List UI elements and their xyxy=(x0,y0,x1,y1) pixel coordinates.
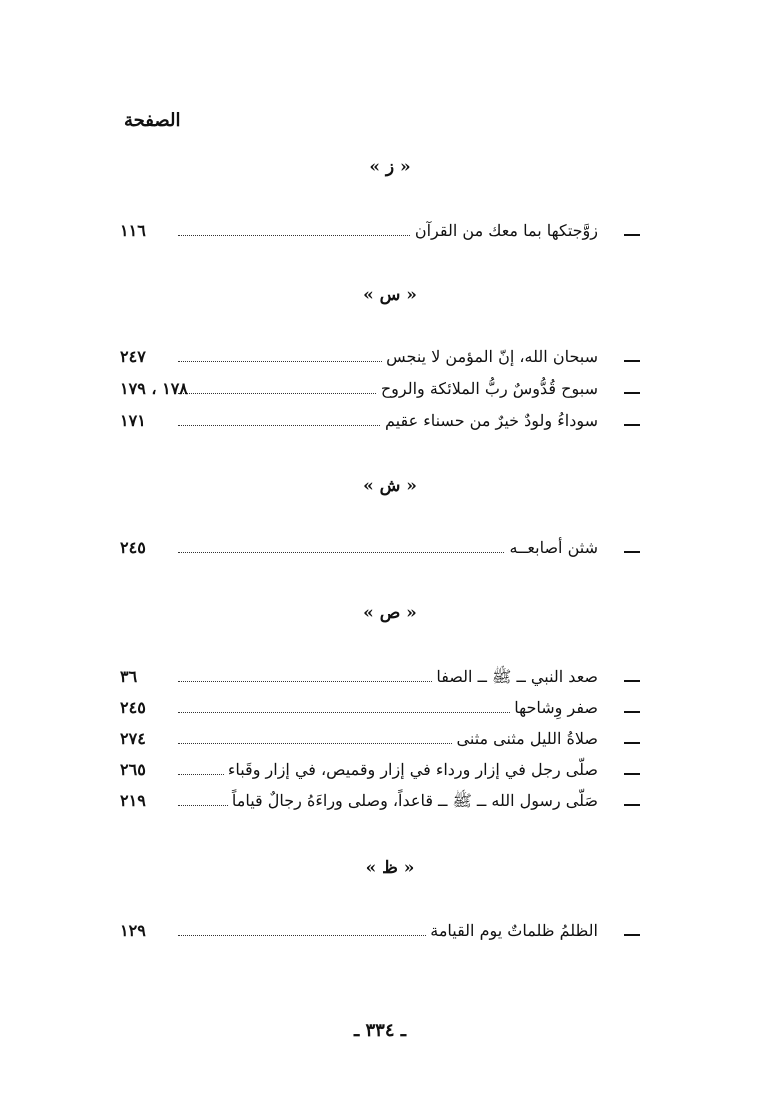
entry-text: سوداءُ ولودٌ خيرٌ من حسناء عقيم xyxy=(381,411,598,430)
index-entry xyxy=(120,538,640,564)
index-entry xyxy=(120,921,640,947)
entry-text: الظلمُ ظلماتٌ يوم القيامة xyxy=(426,921,598,940)
index-entry xyxy=(120,760,640,786)
entry-dash xyxy=(624,551,640,553)
entry-page-number: ١٧١ xyxy=(120,411,146,430)
page-column-label: الصفحة xyxy=(124,110,181,131)
index-entry xyxy=(120,347,640,373)
index-entry xyxy=(120,698,640,724)
entry-text: صَلّى رسول الله ــ ﷺ ــ قاعداً، وصلى وراءَهُ رجالٌ قياماً xyxy=(228,791,598,814)
entry-dash xyxy=(624,392,640,394)
footer-page-number: ـ ٣٣٤ ـ xyxy=(353,1020,407,1041)
entry-text: صفر وِشاحها xyxy=(510,698,598,717)
entry-page-number: ١٢٩ xyxy=(120,921,146,940)
entry-dash xyxy=(624,424,640,426)
entry-page-number: ٢٤٥ xyxy=(120,698,146,717)
entry-text: سبحان الله، إنّ المؤمن لا ينجس xyxy=(382,347,598,366)
section-heading-seen: « س » xyxy=(363,285,417,305)
section-heading-sad: « ص » xyxy=(363,603,417,623)
entry-dash xyxy=(624,711,640,713)
entry-dash xyxy=(624,934,640,936)
section-heading-zay: « ز » xyxy=(369,157,411,177)
index-entry xyxy=(120,667,640,693)
entry-dash xyxy=(624,773,640,775)
entry-page-number: ٢٤٧ xyxy=(120,347,146,366)
entry-text: شثن أصابعــه xyxy=(505,538,598,557)
entry-dash xyxy=(624,680,640,682)
entry-text: زوَّجتكها بما معك من القرآن xyxy=(411,221,598,240)
index-entry xyxy=(120,729,640,755)
entry-text: صلاةُ الليل مثنى مثنى xyxy=(453,729,598,748)
entry-dash xyxy=(624,234,640,236)
entry-text: صعد النبي ــ ﷺ ــ الصفا xyxy=(432,667,598,690)
entry-page-number: ٢١٩ xyxy=(120,791,146,810)
entry-text: صلّى رجل في إزار ورداء في إزار وقميص، في إزار وقَباء xyxy=(224,760,598,779)
entry-page-number: ١٧٨ ، ١٧٩ xyxy=(120,379,188,398)
entry-page-number: ٣٦ xyxy=(120,667,138,686)
entry-dash xyxy=(624,742,640,744)
section-heading-sheen: « ش » xyxy=(363,476,417,496)
entry-page-number: ٢٧٤ xyxy=(120,729,146,748)
index-entry xyxy=(120,411,640,437)
entry-dash xyxy=(624,804,640,806)
entry-dash xyxy=(624,360,640,362)
index-entry xyxy=(120,791,640,817)
entry-page-number: ١١٦ xyxy=(120,221,146,240)
entry-page-number: ٢٦٥ xyxy=(120,760,146,779)
index-entry xyxy=(120,379,640,405)
index-entry xyxy=(120,221,640,247)
entry-text: سبوح قُدُّوسٌ ربُّ الملائكة والروح xyxy=(377,379,598,398)
section-heading-zah: « ظ » xyxy=(365,858,415,878)
entry-page-number: ٢٤٥ xyxy=(120,538,146,557)
